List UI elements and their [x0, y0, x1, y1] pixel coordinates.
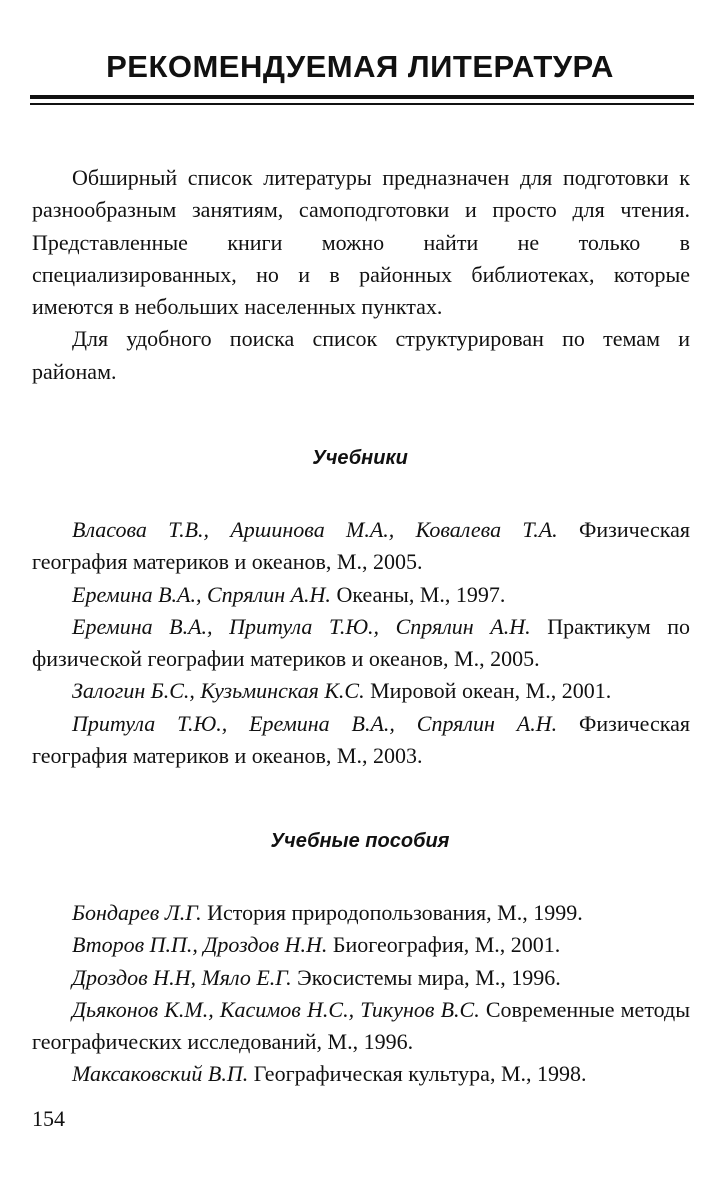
entry-title: Географическая культура, М., 1998. — [253, 1061, 587, 1087]
page-number: 154 — [32, 1106, 65, 1131]
bibliography-entry — [32, 611, 690, 676]
entry-title: Физическая география материков и океанов, М., 2003. — [32, 710, 690, 769]
entry-title: Мировой океан, М., 2001. — [370, 678, 612, 704]
bibliography-entry — [32, 708, 690, 773]
intro-paragraph: Для удобного поиска список структурирован по темам и районам. — [32, 326, 690, 384]
section-heading-study-guides: Учебные пособия — [270, 830, 450, 852]
page-title: РЕКОМЕНДУЕМАЯ ЛИТЕРАТУРА — [106, 49, 614, 84]
entry-title: Океаны, М., 1997. — [336, 581, 506, 607]
study-guides-list — [32, 897, 690, 1091]
textbooks-list — [32, 514, 690, 772]
entry-authors: Еремина В.А., Притула Т.Ю., Спрялин А.Н. — [72, 613, 531, 639]
entry-title: Биогеография, М., 2001. — [332, 932, 561, 958]
bibliography-entry — [32, 897, 690, 929]
entry-title: Физическая география материков и океанов, М., 2005. — [32, 517, 691, 575]
entry-authors: Еремина В.А., Спрялин А.Н. — [72, 581, 331, 607]
bibliography-entry — [32, 579, 690, 611]
bibliography-entry — [32, 962, 690, 994]
bibliography-entry — [32, 1058, 690, 1090]
bibliography-entry — [32, 994, 690, 1059]
entry-authors: Бондарев Л.Г. — [72, 900, 202, 925]
entry-authors: Максаковский В.П. — [72, 1061, 249, 1087]
entry-title: Практикум по физической географии материков и океанов, М., 2005. — [32, 613, 690, 672]
entry-title: История природопользования, М., 1999. — [207, 900, 583, 925]
bibliography-entry — [32, 514, 690, 579]
title-rule-thin — [30, 103, 694, 105]
bibliography-entry — [32, 929, 690, 961]
entry-authors: Притула Т.Ю., Еремина В.А., Спрялин А.Н. — [72, 710, 558, 736]
entry-authors: Дроздов Н.Н, Мяло Е.Г. — [72, 964, 292, 990]
entry-authors: Власова Т.В., Аршинова М.А., Ковалева Т.А. — [72, 517, 558, 542]
entry-title: Экосистемы мира, М., 1996. — [297, 964, 561, 990]
intro-text — [32, 162, 690, 388]
section-heading-textbooks: Учебники — [312, 447, 408, 469]
bibliography-entry — [32, 675, 690, 707]
entry-authors: Второв П.П., Дроздов Н.Н. — [72, 932, 328, 958]
title-rule-thick — [30, 95, 694, 99]
entry-authors: Дьяконов К.М., Касимов Н.С., Тикунов В.С. — [72, 996, 480, 1022]
entry-authors: Залогин Б.С., Кузьминская К.С. — [72, 678, 365, 704]
intro-paragraph: Обширный список литературы предназначен для подготовки к разнообразным занятиям, самоподготовки и просто для чтения. Представленные книги можно найти не только в специализированных, но и в районных библиотеках, которые имеются в небольших населенных пунктах. — [32, 165, 690, 320]
entry-title: Современные методы географических исследований, М., 1996. — [32, 996, 690, 1055]
